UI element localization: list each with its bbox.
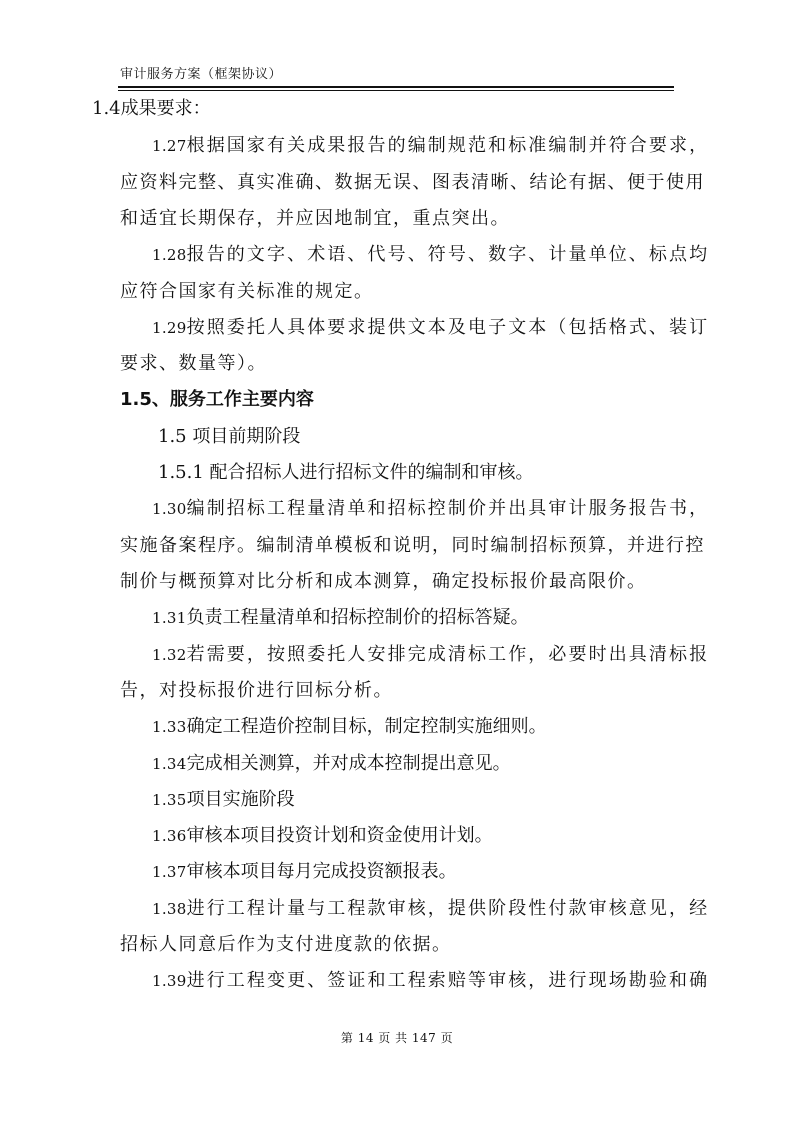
item-number: 1.39 [152, 972, 187, 990]
item-1-29-line-2: 要求、数量等）。 [120, 353, 267, 374]
subsection-1-5-1: 1.5.1 配合招标人进行招标文件的编制和审核。 [158, 462, 534, 483]
item-1-30-first-line: 1.30编制招标工程量清单和招标控制价并出具审计服务报告书， [152, 498, 710, 519]
item-number: 1.38 [152, 900, 187, 918]
item-1-39-first-line: 1.39进行工程变更、签证和工程索赔等审核，进行现场勘验和确 [152, 970, 710, 991]
item-1-28-line-2: 应符合国家有关标准的规定。 [120, 281, 374, 302]
page-header-title: 审计服务方案（框架协议） [120, 67, 283, 82]
item-number: 1.32 [152, 646, 187, 664]
item-1-29-first-line: 1.29按照委托人具体要求提供文本及电子文本（包括格式、装订 [152, 317, 710, 338]
item-number: 1.37 [152, 863, 187, 881]
item-1-34-line: 1.34完成相关测算，并对成本控制提出意见。 [152, 753, 511, 774]
item-number: 1.31 [152, 609, 187, 627]
item-number: 1.35 [152, 791, 187, 809]
item-1-28-first-line: 1.28报告的文字、术语、代号、符号、数字、计量单位、标点均 [152, 244, 710, 265]
item-1-32-first-line: 1.32若需要，按照委托人安排完成清标工作，必要时出具清标报 [152, 644, 710, 665]
item-number: 1.33 [152, 718, 187, 736]
section-1-5-title: 1.5、服务工作主要内容 [120, 389, 314, 410]
header-rule-thin [118, 90, 674, 91]
item-number: 1.27 [152, 137, 187, 155]
item-1-36-line: 1.36审核本项目投资计划和资金使用计划。 [152, 825, 493, 846]
page-footer-number: 第 14 页 共 147 页 [340, 1031, 454, 1045]
item-1-30-line-3: 制价与概预算对比分析和成本测算，确定投标报价最高限价。 [120, 571, 647, 592]
item-number: 1.36 [152, 827, 187, 845]
subsection-1-5: 1.5 项目前期阶段 [158, 426, 301, 447]
item-1-27-first-line: 1.27根据国家有关成果报告的编制规范和标准编制并符合要求， [152, 135, 710, 156]
item-1-38-first-line: 1.38进行工程计量与工程款审核，提供阶段性付款审核意见，经 [152, 898, 710, 919]
item-1-32-line-2: 告，对投标报价进行回标分析。 [120, 680, 393, 701]
item-1-38-line-2: 招标人同意后作为支付进度款的依据。 [120, 934, 452, 955]
item-1-27-line-2: 应资料完整、真实准确、数据无误、图表清晰、结论有据、便于使用 [120, 172, 705, 193]
item-1-30-line-2: 实施备案程序。编制清单模板和说明，同时编制招标预算，并进行控 [120, 535, 705, 556]
item-1-33-line: 1.33确定工程造价控制目标，制定控制实施细则。 [152, 716, 547, 737]
item-1-37-line: 1.37审核本项目每月完成投资额报表。 [152, 861, 457, 882]
item-number: 1.34 [152, 755, 187, 773]
item-number: 1.28 [152, 246, 187, 264]
item-1-35-line: 1.35项目实施阶段 [152, 789, 295, 810]
item-number: 1.29 [152, 319, 187, 337]
item-1-27-line-3: 和适宜长期保存，并应因地制宜，重点突出。 [120, 208, 510, 229]
item-1-31-line: 1.31负责工程量清单和招标控制价的招标答疑。 [152, 607, 529, 628]
section-1-4-title: 1.4成果要求： [92, 98, 211, 119]
header-rule-thick [118, 86, 674, 88]
item-number: 1.30 [152, 500, 187, 518]
